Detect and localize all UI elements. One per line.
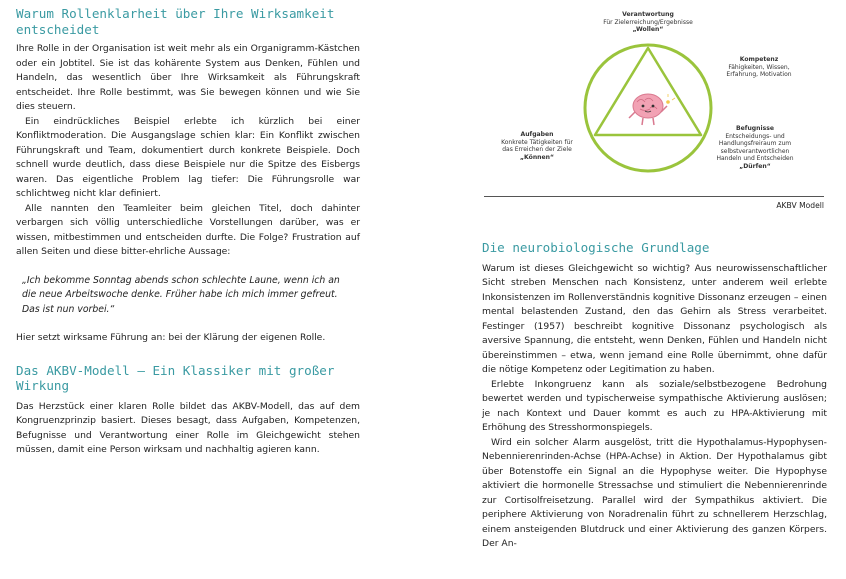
paragraph: Ein eindrückliches Beispiel erlebte ich kürzlich bei einer Konfliktmoderation. Die Ausgangslage schien klar: Ein Konflikt zwischen Führungskraft und Team, dokumentiert durch konkrete Beispiele. Doch schnell wurde deutlich, dass diese Beispiele nur die Spitze des Eisbergs waren. Das eigentliche Problem lag tiefer: Die Führungsrolle war schlichtweg nicht klar definiert.	[16, 115, 360, 199]
akbv-triangle	[595, 48, 701, 135]
label-line: „Können“	[520, 153, 554, 161]
label-line: „Wollen“	[632, 26, 664, 34]
paragraph: Warum ist dieses Gleichgewicht so wichtig? Aus neurowissenschaftlicher Sicht streben Menschen nach Konsistenz, unter anderem weil erlebte Inkonsistenzen im Rollenverständnis kognitive Dissonanz erzeugen – einen mental belastenden Zustand, den das Gehirn als Stress verarbeitet. Festinger (1957) beschreibt kognitive Dissonanz psychologisch als aversive Spannung, die entsteht, wenn Denken, Fühlen und Handeln nicht übereinstimmen – etwa, wenn jemand eine Rolle übernimmt, ohne dafür die nötige Kompetenz oder Legitimation zu haben.	[482, 262, 827, 375]
label-title: Aufgaben	[520, 131, 554, 138]
caption-rule	[484, 196, 824, 197]
paragraph: Erlebte Inkongruenz kann als soziale/selbstbezogene Bedrohung bewertet werden und typischerweise sympathische Aktivierung auslösen; je nach Kontext und Dauer kommt es auch zu HPA-Aktivierung mit Erhöhung des Stresshormonspiegels.	[482, 378, 827, 433]
heading-rollenklarheit: Warum Rollenklarheit über Ihre Wirksamkeit entscheidet	[16, 6, 335, 37]
paragraph: Hier setzt wirksame Führung an: bei der Klärung der eigenen Rolle.	[16, 332, 326, 343]
label-line: „Dürfen“	[739, 162, 771, 170]
quote: „Ich bekomme Sonntag abends schon schlechte Laune, wenn ich an die neue Arbeitswoche denke. Früher habe ich mich immer gefreut. Das ist nun vorbei.“	[22, 274, 340, 315]
label-title: Befugnisse	[736, 125, 774, 132]
label-line: Entscheidungs- und	[725, 132, 785, 140]
paragraph: Alle nannten den Teamleiter beim gleichen Titel, doch dahinter verbargen sich völlig unterschiedliche Vorstellungen darüber, was er wissen, mitbestimmen und entscheiden durfte. Die Folge? Frustration auf allen Seiten und diese bitter-ehrliche Aussage:	[16, 202, 360, 257]
paragraph: Das Herzstück einer klaren Rolle bildet das AKBV-Modell, das auf dem Kongruenzprinzip basiert. Dieses besagt, dass Aufgaben, Kompetenzen, Befugnisse und Verantwortung einer Rolle im Gleichgewicht stehen müssen, damit eine Person wirksam und nachhaltig agieren kann.	[16, 400, 360, 455]
left-column	[16, 0, 360, 458]
label-aufgaben	[486, 131, 588, 161]
brain-icon	[629, 94, 675, 125]
label-line: selbstverantwortlichen	[720, 147, 790, 155]
paragraph: Wird ein solcher Alarm ausgelöst, tritt die Hypothalamus-Hypophysen-Nebennierenrinden-Achse (HPA-Achse) in Aktion. Der Hypothalamus gibt über Botenstoffe ein Signal an die Hypophyse weiter. Die Hypophyse aktiviert die hormonelle Stressachse und stimuliert die Nebennierenrinde zur Cortisolfreisetzung. Parallel wird der Sympathikus aktiviert. Die periphere Aktivierung von Noradrenalin führt zu schnellerem Herzschlag, einem ansteigenden Blutdruck und einer Aktivierung des ganzen Körpers. Der An-	[482, 436, 827, 549]
label-line: das Erreichen der Ziele	[502, 146, 572, 154]
label-title: Kompetenz	[739, 56, 779, 63]
label-kompetenz	[712, 56, 806, 79]
heading-akbv-modell: Das AKBV-Modell – Ein Klassiker mit großer Wirkung	[16, 362, 335, 393]
label-line: Für Zielerreichung/Ergebnisse	[603, 18, 693, 26]
figure-caption: AKBV Modell	[776, 201, 824, 210]
label-line: Handlungsfreiraum zum	[718, 140, 792, 148]
label-title: Verantwortung	[622, 11, 674, 18]
label-line: Konkrete Tätigkeiten für	[501, 138, 573, 146]
paragraph: Ihre Rolle in der Organisation ist weit mehr als ein Organigramm-Kästchen oder ein Jobtitel. Sie ist das kohärente System aus Denken, Fühlen und Handeln, das wesentlich über Ihre Wirksamkeit als Führungskraft entscheidet. Ihre Rolle bestimmt, was Sie bewegen können und wie Sie dies steuern.	[16, 43, 360, 112]
label-befugnisse	[704, 125, 806, 171]
label-line: Erfahrung, Motivation	[726, 71, 792, 79]
heading-neurobiologie: Die neurobiologische Grundlage	[482, 240, 710, 255]
label-line: Handeln und Entscheiden	[716, 155, 794, 163]
label-line: Fähigkeiten, Wissen,	[728, 63, 790, 71]
right-column	[482, 240, 827, 552]
label-verantwortung	[588, 11, 708, 34]
akbv-diagram	[482, 8, 827, 194]
